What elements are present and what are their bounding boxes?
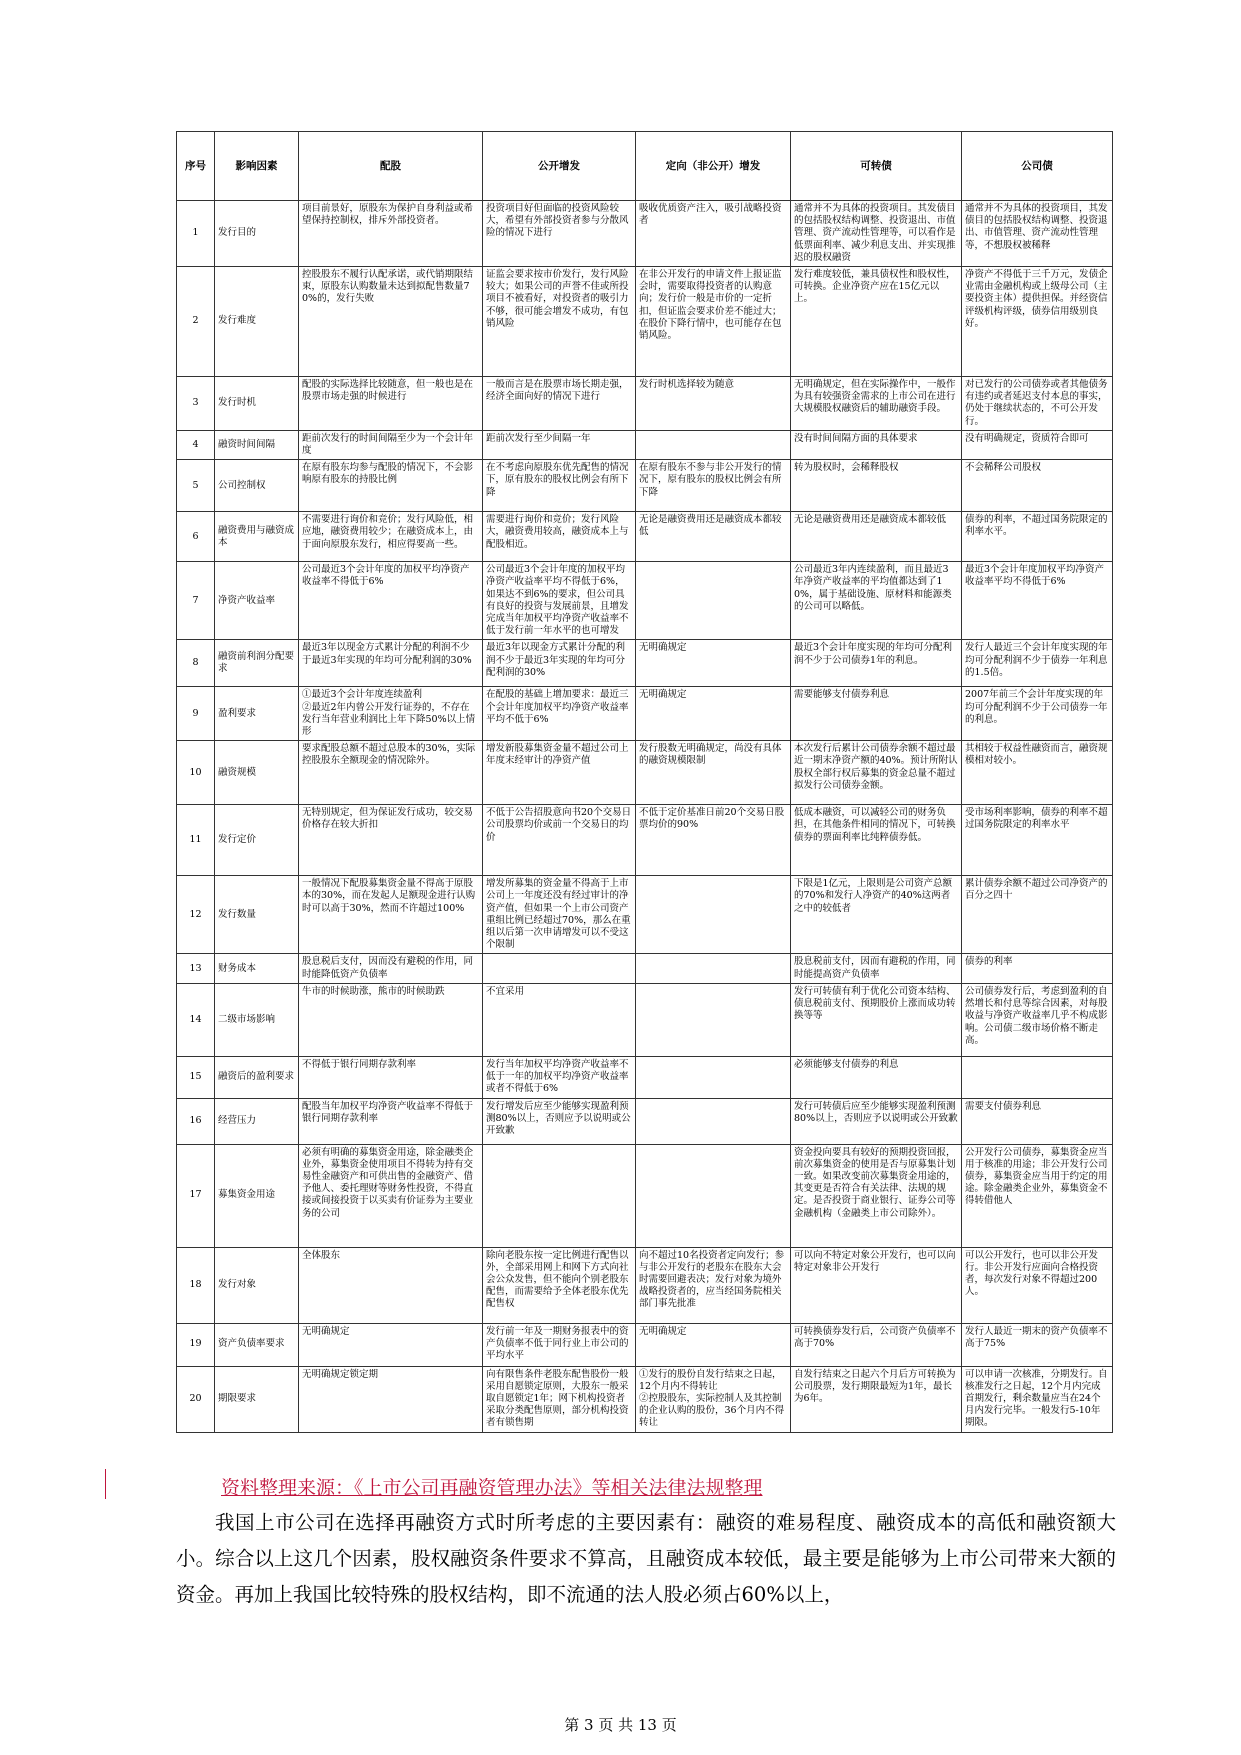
row-factor: 发行难度 xyxy=(215,267,299,377)
table-cell: 全体股东 xyxy=(299,1247,483,1323)
table-cell: 没有明确规定，资质符合即可 xyxy=(962,430,1113,459)
row-factor: 发行时机 xyxy=(215,377,299,431)
table-cell: 转为股权时，会稀释股权 xyxy=(791,460,962,512)
table-cell: 增发所募集的资金量不得高于上市公司上一年度还没有经过审计的净资产值，但如果一个上市公司资产重组比例已经超过70%，那么在重组以后第一次申请增发可以不受这个限制 xyxy=(483,876,636,954)
row-factor: 融资规模 xyxy=(215,741,299,805)
table-cell: 控股股东不履行认配承诺，或代销期限结束，原股东认购数量未达到拟配售数量70%的，发行失败 xyxy=(299,267,483,377)
table-row xyxy=(177,1144,1113,1247)
table-body xyxy=(177,201,1113,1433)
table-cell xyxy=(636,954,791,983)
table-cell: 无明确规定 xyxy=(636,687,791,741)
row-factor: 募集资金用途 xyxy=(215,1144,299,1247)
table-cell: 需要进行询价和竞价；发行风险大，融资费用较高，融资成本上与配股相近。 xyxy=(483,512,636,562)
table-cell: ①最近3个会计年度连续盈利 ②最近2年内曾公开发行证券的，不存在发行当年营业利润比上年下降50%以上情形 xyxy=(299,687,483,741)
header-convertible-bond: 可转债 xyxy=(791,132,962,201)
table-cell xyxy=(483,1144,636,1247)
table-cell xyxy=(636,430,791,459)
table-cell: 无明确规定 xyxy=(636,640,791,687)
table-cell: 最近3个会计年度实现的年均可分配利润不少于公司债券1年的利息。 xyxy=(791,640,962,687)
row-number: 20 xyxy=(177,1366,215,1432)
header-private-placement: 定向（非公开）增发 xyxy=(636,132,791,201)
row-number: 19 xyxy=(177,1323,215,1366)
table-row xyxy=(177,267,1113,377)
table-cell: 发行当年加权平均净资产收益率不低于一年的加权平均净资产收益率或者不得低于6% xyxy=(483,1056,636,1098)
table-cell: 发行人最近一期末的资产负债率不高于75% xyxy=(962,1323,1113,1366)
table-cell: 发行可转债后应至少能够实现盈利预测80%以上，否则应予以说明或公开致歉 xyxy=(791,1098,962,1144)
table-cell: 低成本融资，可以减轻公司的财务负担，在其他条件相同的情况下，可转换债券的票面利率比纯粹债券低。 xyxy=(791,805,962,876)
table-header-row xyxy=(177,132,1113,201)
row-factor: 期限要求 xyxy=(215,1366,299,1432)
table-cell: 要求配股总额不超过总股本的30%，实际控股股东全额现金的情况除外。 xyxy=(299,741,483,805)
table-cell: 公司最近3个会计年度的加权平均净资产收益率平均不得低于6%，如果达不到6%的要求，但公司具有良好的投资与发展前景，且增发完成当年加权平均净资产收益率不低于发行前一年水平的也可增发 xyxy=(483,562,636,640)
table-row xyxy=(177,460,1113,512)
row-factor: 经营压力 xyxy=(215,1098,299,1144)
row-number: 3 xyxy=(177,377,215,431)
table-cell: 配股当年加权平均净资产收益率不得低于银行同期存款利率 xyxy=(299,1098,483,1144)
table-cell xyxy=(636,1056,791,1098)
table-cell: 在非公开发行的申请文件上报证监会时，需要取得投资者的认购意向；发行价一般是市价的一定折扣，但证监会要求价差不能过大；在股价下降行情中，也可能存在包销风险。 xyxy=(636,267,791,377)
table-cell xyxy=(636,1098,791,1144)
row-factor: 财务成本 xyxy=(215,954,299,983)
row-factor: 发行定价 xyxy=(215,805,299,876)
table-cell: 发行可转债有利于优化公司资本结构、债息税前支付、预期股价上涨而成功转换等等 xyxy=(791,983,962,1056)
table-row xyxy=(177,430,1113,459)
table-cell xyxy=(962,1056,1113,1098)
page-footer: 第 3 页 共 13 页 xyxy=(564,1716,677,1734)
row-factor: 融资费用与融资成本 xyxy=(215,512,299,562)
table-row xyxy=(177,512,1113,562)
table-cell: 2007年前三个会计年度实现的年均可分配利润不少于公司债券一年的利息。 xyxy=(962,687,1113,741)
table-row xyxy=(177,1247,1113,1323)
table-cell: 公司债券发行后，考虑到盈利的自然增长和付息等综合因素，对每股收益与净资产收益率几乎不构成影响。公司债二级市场价格不断走高。 xyxy=(962,983,1113,1056)
row-number: 1 xyxy=(177,201,215,267)
row-factor: 发行目的 xyxy=(215,201,299,267)
table-cell: 无明确规定锁定期 xyxy=(299,1366,483,1432)
table-cell: 公司最近3年内连续盈利，而且最近3年净资产收益率的平均值都达到了10%，属于基础设施、原材料和能源类的公司可以略低。 xyxy=(791,562,962,640)
header-factor: 影响因素 xyxy=(215,132,299,201)
table-cell: 无明确规定 xyxy=(636,1323,791,1366)
table-cell: 下限是1亿元，上限则是公司资产总额的70%和发行人净资产的40%这两者之中的较低者 xyxy=(791,876,962,954)
row-factor: 融资时间间隔 xyxy=(215,430,299,459)
table-cell: 必须能够支付债券的利息 xyxy=(791,1056,962,1098)
table-cell: 在原有股东不参与非公开发行的情况下，原有股东的股权比例会有所下降 xyxy=(636,460,791,512)
table-cell: 发行人最近三个会计年度实现的年均可分配利润不少于债券一年利息的1.5倍。 xyxy=(962,640,1113,687)
table-row xyxy=(177,805,1113,876)
table-cell xyxy=(636,1144,791,1247)
table-cell: 距前次发行的时间间隔至少为一个会计年度 xyxy=(299,430,483,459)
table-cell: 证监会要求按市价发行，发行风险较大；如果公司的声誉不佳或所投项目不被看好，对投资者的吸引力不够，很可能会增发不成功，有包销风险 xyxy=(483,267,636,377)
row-number: 16 xyxy=(177,1098,215,1144)
row-number: 14 xyxy=(177,983,215,1056)
table-row xyxy=(177,1056,1113,1098)
table-cell: 最近3年以现金方式累计分配的利润不少于最近3年实现的年均可分配利润的30% xyxy=(299,640,483,687)
header-public-offering: 公开增发 xyxy=(483,132,636,201)
table-cell: 一般而言是在股票市场长期走强，经济全面向好的情况下进行 xyxy=(483,377,636,431)
table-cell: 在不考虑向原股东优先配售的情况下，原有股东的股权比例会有所下降 xyxy=(483,460,636,512)
table-row xyxy=(177,687,1113,741)
table-cell: 通常并不为具体的投资项目，其发债目的包括股权结构调整、投资退出、市值管理、资产流动性管理等，不想股权被稀释 xyxy=(962,201,1113,267)
table-row xyxy=(177,1366,1113,1432)
table-cell: 本次发行后累计公司债券余额不超过最近一期末净资产额的40%。预计所附认股权全部行权后募集的资金总量不超过拟发行公司债券金额。 xyxy=(791,741,962,805)
table-cell: 不宜采用 xyxy=(483,983,636,1056)
body-paragraph: 我国上市公司在选择再融资方式时所考虑的主要因素有：融资的难易程度、融资成本的高低和融资额大小。综合以上这几个因素，股权融资条件要求不算高，且融资成本较低，最主要是能够为上市公司带来大额的资金。再加上我国比较特殊的股权结构，即不流通的法人股必须占60%以上， xyxy=(176,1511,1116,1606)
table-cell: 增发新股募集资金量不超过公司上年度末经审计的净资产值 xyxy=(483,741,636,805)
row-factor: 净资产收益率 xyxy=(215,562,299,640)
table-cell: 一般情况下配股募集资金量不得高于原股本的30%，而在发起人足额现金进行认购时可以高于30%，然而不许超过100% xyxy=(299,876,483,954)
table-cell: 不得低于银行同期存款利率 xyxy=(299,1056,483,1098)
row-factor: 二级市场影响 xyxy=(215,983,299,1056)
table-cell: 可以向不特定对象公开发行，也可以向特定对象非公开发行 xyxy=(791,1247,962,1323)
table-cell: 通常并不为具体的投资项目。其发债目的包括股权结构调整、投资退出、市值管理、资产流动性管理等，可以看作是低票面利率、减少利息支出、并实现推迟的股权融资 xyxy=(791,201,962,267)
table-cell: 公开发行公司债券，募集资金应当用于核准的用途；非公开发行公司债券，募集资金应当用于约定的用途。除金融类企业外，募集资金不得转借他人 xyxy=(962,1144,1113,1247)
table-cell xyxy=(636,562,791,640)
table-cell: 不低于公告招股意向书20个交易日公司股票均价或前一个交易日的均价 xyxy=(483,805,636,876)
header-corporate-bond: 公司债 xyxy=(962,132,1113,201)
table-cell: 公司最近3个会计年度的加权平均净资产收益率不得低于6% xyxy=(299,562,483,640)
row-number: 18 xyxy=(177,1247,215,1323)
row-factor: 融资后的盈利要求 xyxy=(215,1056,299,1098)
table-cell: 不需要进行询价和竞价；发行风险低，相应地，融资费用较少；在融资成本上，由于面向原股东发行，相应得要高一些。 xyxy=(299,512,483,562)
source-note: 资料整理来源：《上市公司再融资管理办法》等相关法律法规整理 xyxy=(221,1477,763,1499)
table-cell: 可以公开发行，也可以非公开发行。非公开发行应面向合格投资者，每次发行对象不得超过200人。 xyxy=(962,1247,1113,1323)
row-number: 7 xyxy=(177,562,215,640)
table-row xyxy=(177,1098,1113,1144)
table-row xyxy=(177,562,1113,640)
table-row xyxy=(177,1323,1113,1366)
table-cell: 股息税后支付，因而没有避税的作用，同时能降低资产负债率 xyxy=(299,954,483,983)
table-cell: 向有限售条件老股东配售股份一般采用自愿锁定原则，大股东一般采取自愿锁定1年；网下机构投资者采取分类配售原则，部分机构投资者有锁售期 xyxy=(483,1366,636,1432)
row-number: 10 xyxy=(177,741,215,805)
row-factor: 发行数量 xyxy=(215,876,299,954)
table-cell: 发行增发后应至少能够实现盈利预测80%以上，否则应予以说明或公开致歉 xyxy=(483,1098,636,1144)
table-cell: 无明确规定 xyxy=(299,1323,483,1366)
table-cell: 配股的实际选择比较随意，但一般也是在股票市场走强的时候进行 xyxy=(299,377,483,431)
table-cell: 不低于定价基准日前20个交易日股票均价的90% xyxy=(636,805,791,876)
row-number: 4 xyxy=(177,430,215,459)
table-cell: 发行时机选择较为随意 xyxy=(636,377,791,431)
row-factor: 发行对象 xyxy=(215,1247,299,1323)
header-rights-issue: 配股 xyxy=(299,132,483,201)
table-cell: 资金投向要具有较好的预期投资回报，前次募集资金的使用是否与原募集计划一致。如果改变前次募集资金用途的，其变更是否符合有关法律、法规的规定。是否投资于商业银行、证券公司等金融机构（金融类上市公司除外）。 xyxy=(791,1144,962,1247)
table-row xyxy=(177,640,1113,687)
table-cell: 无论是融资费用还是融资成本都较低 xyxy=(636,512,791,562)
table-cell: 无特别规定，但为保证发行成功，较交易价格存在较大折扣 xyxy=(299,805,483,876)
table-cell: 向不超过10名投资者定向发行；参与非公开发行的老股东在股东大会时需要回避表决；发行对象为境外战略投资者的，应当经国务院相关部门事先批准 xyxy=(636,1247,791,1323)
table-cell: 吸收优质资产注入，吸引战略投资者 xyxy=(636,201,791,267)
table-cell xyxy=(483,954,636,983)
table-cell xyxy=(636,983,791,1056)
row-number: 6 xyxy=(177,512,215,562)
table-cell xyxy=(636,876,791,954)
table-cell: 股息税前支付，因而有避税的作用，同时能提高资产负债率 xyxy=(791,954,962,983)
table-cell: 自发行结束之日起六个月后方可转换为公司股票，发行期限最短为1年，最长为6年。 xyxy=(791,1366,962,1432)
table-cell: 对已发行的公司债券或者其他债务有违约或者延迟支付本息的事实，仍处于继续状态的，不可公开发行。 xyxy=(962,377,1113,431)
table-row xyxy=(177,954,1113,983)
table-cell: 债券的利率，不超过国务院限定的利率水平。 xyxy=(962,512,1113,562)
row-number: 17 xyxy=(177,1144,215,1247)
row-number: 15 xyxy=(177,1056,215,1098)
row-number: 5 xyxy=(177,460,215,512)
row-factor: 融资前利润分配要求 xyxy=(215,640,299,687)
row-number: 11 xyxy=(177,805,215,876)
table-cell: 必须有明确的募集资金用途，除金融类企业外，募集资金使用项目不得转为持有交易性金融资产和可供出售的金融资产、借予他人、委托理财等财务性投资，不得直接或间接投资于以买卖有价证券为主要业务的公司 xyxy=(299,1144,483,1247)
table-row xyxy=(177,201,1113,267)
table-cell: 可转换债券发行后，公司资产负债率不高于70% xyxy=(791,1323,962,1366)
table-cell: 最近3年以现金方式累计分配的利润不少于最近3年实现的年均可分配利润的30% xyxy=(483,640,636,687)
row-number: 12 xyxy=(177,876,215,954)
table-cell: 受市场利率影响，债券的利率不超过国务院限定的利率水平 xyxy=(962,805,1113,876)
row-number: 8 xyxy=(177,640,215,687)
table-cell: 无论是融资费用还是融资成本都较低 xyxy=(791,512,962,562)
table-cell: 累计债券余额不超过公司净资产的百分之四十 xyxy=(962,876,1113,954)
table-cell: 在配股的基础上增加要求：最近三个会计年度加权平均净资产收益率平均不低于6% xyxy=(483,687,636,741)
table-cell: 可以申请一次核准，分期发行。自核准发行之日起，12个月内完成首期发行，剩余数量应当在24个月内发行完毕。一般发行5-10年期限。 xyxy=(962,1366,1113,1432)
table-cell: 项目前景好，原股东为保护自身利益或希望保持控制权，排斥外部投资者。 xyxy=(299,201,483,267)
table-cell: 净资产不得低于三千万元，发债企业需由金融机构或上级母公司（主要投资主体）提供担保。并经资信评级机构评级，债券信用级别良好。 xyxy=(962,267,1113,377)
table-row xyxy=(177,983,1113,1056)
header-seq: 序号 xyxy=(177,132,215,201)
table-cell: 其相较于权益性融资而言，融资规模相对较小。 xyxy=(962,741,1113,805)
table-cell: 发行股数无明确规定，尚没有具体的融资规模限制 xyxy=(636,741,791,805)
row-factor: 公司控制权 xyxy=(215,460,299,512)
table-row xyxy=(177,377,1113,431)
table-cell: 最近3个会计年度加权平均净资产收益率平均不得低于6% xyxy=(962,562,1113,640)
row-number: 9 xyxy=(177,687,215,741)
revision-change-bar xyxy=(105,1469,106,1499)
table-cell: 投资项目好但面临的投资风险较大，希望有外部投资者参与分散风险的情况下进行 xyxy=(483,201,636,267)
table-cell: 发行前一年及一期财务报表中的资产负债率不低于同行业上市公司的平均水平 xyxy=(483,1323,636,1366)
row-number: 2 xyxy=(177,267,215,377)
table-cell: 在原有股东均参与配股的情况下，不会影响原有股东的持股比例 xyxy=(299,460,483,512)
table-cell: ①发行的股份自发行结束之日起，12个月内不得转让 ②控股股东，实际控制人及其控制的企业认购的股份，36个月内不得转让 xyxy=(636,1366,791,1432)
row-number: 13 xyxy=(177,954,215,983)
table-cell: 没有时间间隔方面的具体要求 xyxy=(791,430,962,459)
row-factor: 资产负债率要求 xyxy=(215,1323,299,1366)
row-factor: 盈利要求 xyxy=(215,687,299,741)
table-cell: 除向老股东按一定比例进行配售以外，全部采用网上和网下方式向社会公众发售，但不能向个别老股东配售，而需要给予全体老股东优先配售权 xyxy=(483,1247,636,1323)
table-cell: 需要能够支付债券利息 xyxy=(791,687,962,741)
table-cell: 牛市的时候助涨，熊市的时候助跌 xyxy=(299,983,483,1056)
table-cell: 距前次发行至少间隔一年 xyxy=(483,430,636,459)
table-cell: 需要支付债券利息 xyxy=(962,1098,1113,1144)
table-cell: 不会稀释公司股权 xyxy=(962,460,1113,512)
table-row xyxy=(177,741,1113,805)
table-cell: 债券的利率 xyxy=(962,954,1113,983)
financing-comparison-table xyxy=(176,131,1113,1433)
table-cell: 发行难度较低，兼具债权性和股权性，可转换。企业净资产应在15亿元以上。 xyxy=(791,267,962,377)
table-row xyxy=(177,876,1113,954)
table-cell: 无明确规定，但在实际操作中，一般作为具有较强资金需求的上市公司在进行大规模股权融资后的辅助融资手段。 xyxy=(791,377,962,431)
